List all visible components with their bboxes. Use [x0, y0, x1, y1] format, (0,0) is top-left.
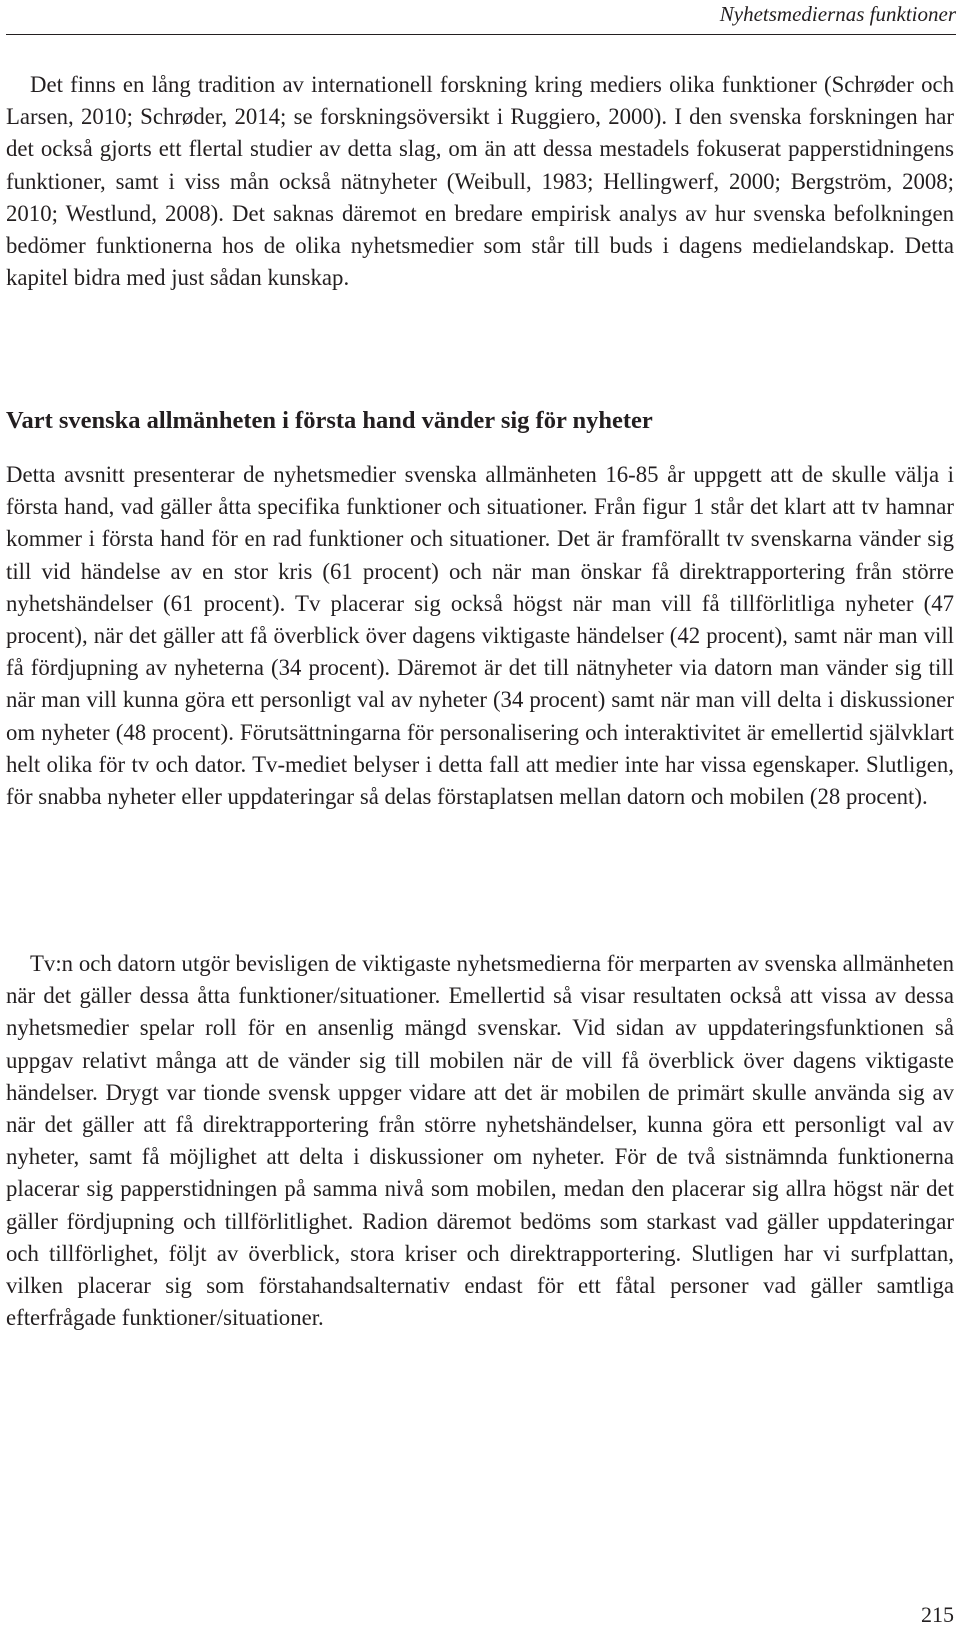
running-title: Nyhetsmediernas funktioner — [719, 2, 956, 26]
page-number: 215 — [921, 1602, 954, 1627]
body-paragraph: Tv:n och datorn utgör bevisligen de viktigaste nyhetsmedierna för merparten av svenska allmänheten när det gäller dessa åtta funktioner/situationer. Emellertid så visar resultaten också att vissa av dessa nyhetsmedier spelar roll för en ansenlig mängd svenskar. Vid sidan av uppdateringsfunktionen så uppgav relativt många att de vänder sig till mobilen när de vill få överblick över dagens viktigaste händelser. Drygt var tionde svensk uppger vidare att det är mobilen de primärt skulle använda sig av när det gäller att få direktrapportering från större nyhetshändelser, kunna göra ett personligt val av nyheter, samt få möjlighet att delta i diskussioner om nyheter. För de två sistnämnda funktionerna placerar sig papperstidningen på samma nivå som mobilen, medan den placerar sig allra högst när det gäller fördjupning och tillförlitlighet. Radion däremot bedöms som starkast vad gäller uppdateringar och tillförlighet, följt av överblick, stora kriser och direktrapportering. Slutligen har vi surfplattan, vilken placerar sig som förstahandsalternativ endast för ett fåtal personer vad gäller samtliga efterfrågade funktioner/situationer. — [6, 951, 954, 1331]
section-heading: Vart svenska allmänheten i första hand vänder sig för nyheter — [6, 407, 653, 434]
body-paragraph: Detta avsnitt presenterar de nyhetsmedier svenska allmänheten 16-85 år uppgett att de skulle välja i första hand, vad gäller åtta specifika funktioner och situationer. Från figur 1 står det klart att tv hamnar kommer i första hand för en rad funktioner och situationer. Det är framförallt tv svenskarna vänder sig till vid händelse av en stor kris (61 procent) och när man önskar få direktrapportering från större nyhetshändelser (61 procent). Tv placerar sig också högst när man vill få tillförlitliga nyheter (47 procent), när det gäller att få överblick över dagens viktigaste händelser (42 procent), samt när man vill få fördjupning av nyheterna (34 procent). Däremot är det till nätnyheter via datorn man vänder sig till när man vill kunna göra ett personligt val av nyheter (34 procent) samt när man vill delta i diskussioner om nyheter (48 procent). Förutsättningarna för personalisering och interaktivitet är emellertid självklart helt olika för tv och dator. Tv-mediet belyser i detta fall att medier inte har vissa egenskaper. Slutligen, för snabba nyheter eller uppdateringar så delas förstaplatsen mellan datorn och mobilen (28 procent). — [6, 462, 954, 810]
intro-paragraph: Det finns en lång tradition av internationell forskning kring mediers olika funktioner (Schrøder och Larsen, 2010; Schrøder, 2014; se forskningsöversikt i Ruggiero, 2000). I den svenska forskningen har det också gjorts ett flertal studier av detta slag, om än att dessa mestadels fokuserat papperstidningens funktioner, samt i viss mån också nätnyheter (Weibull, 1983; Hellingwerf, 2000; Bergström, 2008; 2010; Westlund, 2008). Det saknas däremot en bredare empirisk analys av hur svenska befolkningen bedömer funktionerna hos de olika nyhetsmedier som står till buds i dagens medielandskap. Detta kapitel bidra med just sådan kunskap. — [6, 72, 954, 291]
header-rule — [6, 34, 956, 35]
